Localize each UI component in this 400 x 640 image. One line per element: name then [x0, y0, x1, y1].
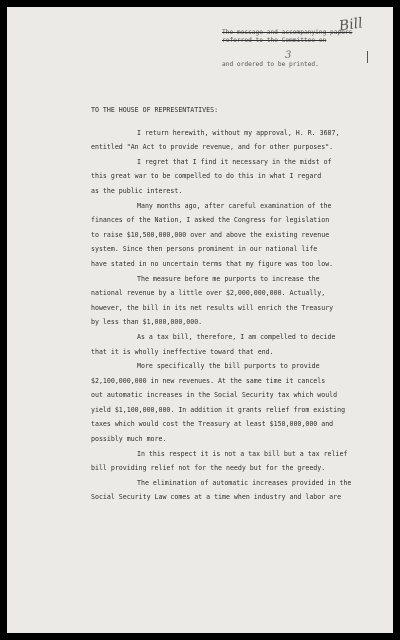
paragraph-3-line: have stated in no uncertain terms that my figure was too low.: [91, 259, 334, 268]
paragraph-4-line: however, the bill in its net results will enrich the Treasury: [91, 303, 334, 312]
letter-body: [91, 103, 391, 505]
paragraph-8-line: Social Security Law comes at a time when industry and labor are: [91, 493, 342, 502]
paragraph-8-line: The elimination of automatic increases provided in the: [137, 478, 352, 487]
handwritten-note: Bill: [338, 15, 364, 35]
stamp-line-3: and ordered to be printed.: [222, 61, 319, 68]
paragraph-2-line: I regret that I find it necessary in the midst of: [137, 157, 332, 166]
paragraph-2-line: as the public interest.: [91, 186, 183, 195]
paragraph-6-line: possibly much more.: [91, 435, 167, 444]
referral-stamp: [222, 29, 370, 69]
paragraph-4-line: The measure before me purports to increase the: [137, 274, 320, 283]
pencil-mark: [367, 51, 368, 63]
paragraph-6-line: yield $1,100,000,000. In addition it grants relief from existing: [91, 405, 346, 414]
salutation: TO THE HOUSE OF REPRESENTATIVES:: [91, 106, 219, 114]
paragraph-6-line: $2,100,000,000 in new revenues. At the same time it cancels: [91, 376, 326, 385]
stamp-line-1: The message and accompanying papers: [222, 29, 353, 36]
paragraph-3-line: system. Since then persons prominent in our national life: [91, 245, 318, 254]
document-page: [7, 7, 393, 633]
paragraph-4-line: national revenue by a little over $2,000,000,000. Actually,: [91, 289, 326, 298]
paragraph-1-line: I return herewith, without my approval, H. R. 3687,: [137, 128, 340, 137]
paragraph-5-line: As a tax bill, therefore, I am compelled to decide: [137, 332, 336, 341]
paragraph-4-line: by less than $1,000,000,000.: [91, 318, 203, 327]
paragraph-7-line: In this respect it is not a tax bill but a tax relief: [137, 449, 348, 458]
handwritten-mark: 3: [285, 50, 292, 61]
paragraph-3-line: finances of the Nation, I asked the Congress for legislation: [91, 216, 330, 225]
paragraph-3-line: Many months ago, after careful examination of the: [137, 201, 332, 210]
stamp-line-2: referred to the Committee on: [222, 37, 327, 44]
paragraph-6-line: out automatic increases in the Social Security tax which would: [91, 391, 338, 400]
paragraph-1-line: entitled "An Act to provide revenue, and for other purposes".: [91, 143, 334, 152]
paragraph-5-line: that it is wholly ineffective toward that end.: [91, 347, 274, 356]
paragraph-7-line: bill providing relief not for the needy but for the greedy.: [91, 464, 326, 473]
paragraph-3-line: to raise $10,500,000,000 over and above the existing revenue: [91, 230, 330, 239]
paragraph-6-line: taxes which would cost the Treasury at least $150,000,000 and: [91, 420, 334, 429]
paragraph-6-line: More specifically the bill purports to provide: [137, 362, 320, 371]
paragraph-2-line: this great war to be compelled to do this in what I regard: [91, 172, 322, 181]
